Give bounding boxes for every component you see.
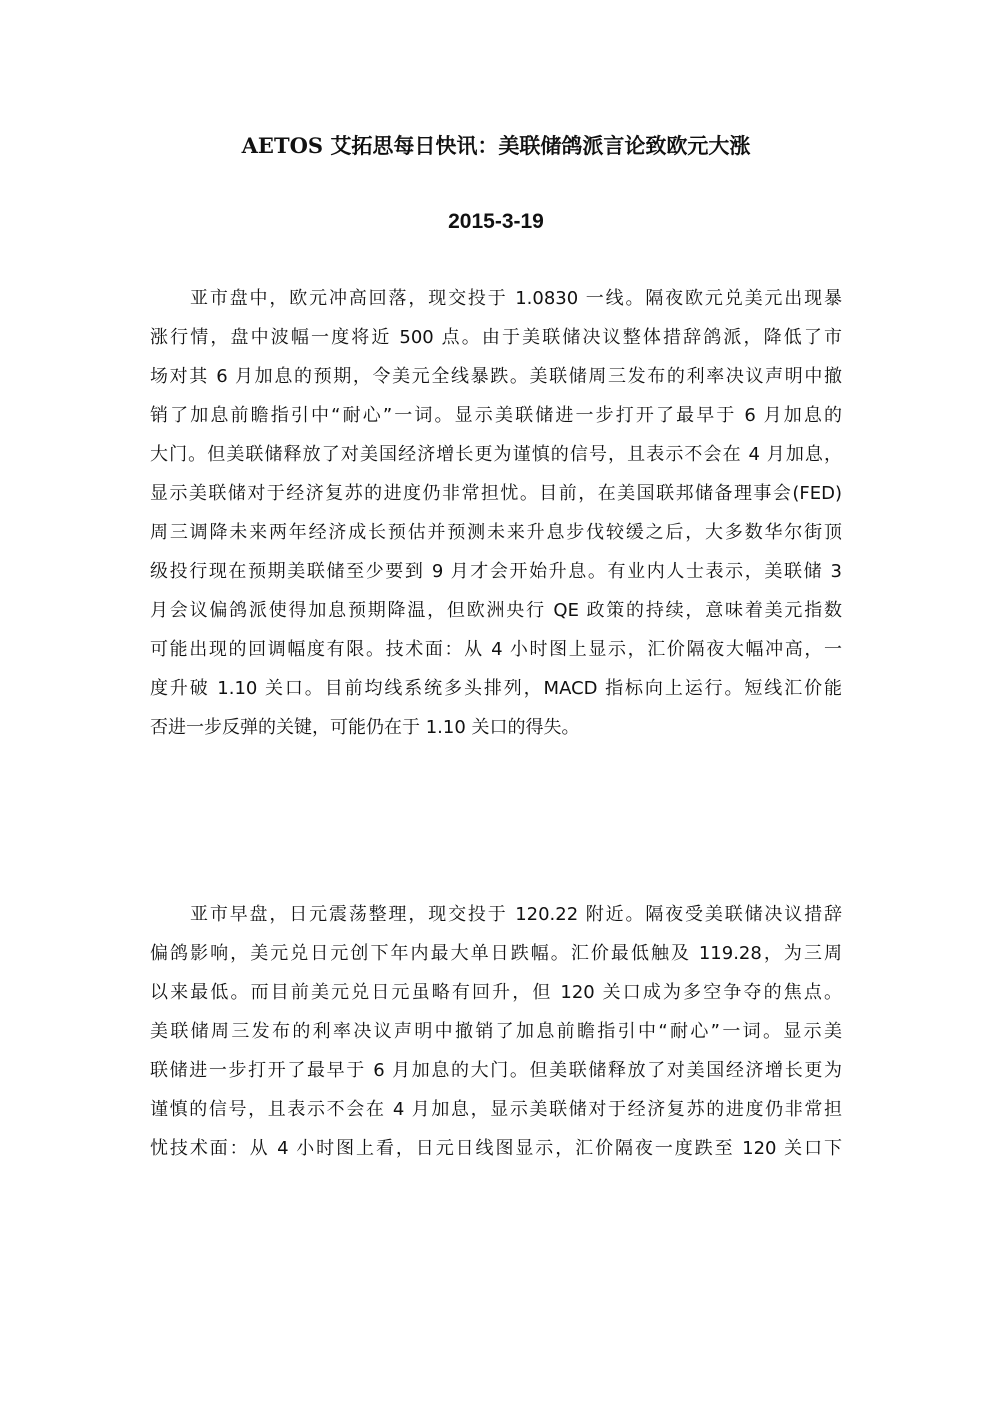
paragraph-usd-jpy	[150, 895, 842, 1168]
paragraph-line: 涨行情，盘中波幅一度将近 500 点。由于美联储决议整体措辞鸽派，降低了市	[150, 327, 842, 348]
paragraph-line: 销了加息前瞻指引中“耐心”一词。显示美联储进一步打开了最早于 6 月加息的	[150, 405, 842, 426]
paragraph-line: 美联储周三发布的利率决议声明中撤销了加息前瞻指引中“耐心”一词。显示美	[150, 1021, 842, 1042]
paragraph-line: 大门。但美联储释放了对美国经济增长更为谨慎的信号，且表示不会在 4 月加息，	[150, 444, 842, 465]
paragraph-line: 忧技术面：从 4 小时图上看，日元日线图显示，汇价隔夜一度跌至 120 关口下	[150, 1138, 842, 1159]
paragraph-line: 谨慎的信号，且表示不会在 4 月加息，显示美联储对于经济复苏的进度仍非常担	[150, 1099, 842, 1120]
paragraph-line: 周三调降未来两年经济成长预估并预测未来升息步伐较缓之后，大多数华尔街顶	[150, 522, 842, 543]
paragraph-line: 级投行现在预期美联储至少要到 9 月才会开始升息。有业内人士表示，美联储 3	[150, 561, 842, 582]
paragraph-line: 偏鸽影响，美元兑日元创下年内最大单日跌幅。汇价最低触及 119.28，为三周	[150, 943, 842, 964]
paragraph-line: 月会议偏鸽派使得加息预期降温，但欧洲央行 QE 政策的持续，意味着美元指数	[150, 600, 842, 621]
paragraph-line: 以来最低。而目前美元兑日元虽略有回升，但 120 关口成为多空争夺的焦点。	[150, 982, 842, 1003]
paragraph-line: 可能出现的回调幅度有限。技术面：从 4 小时图上显示，汇价隔夜大幅冲高，一	[150, 639, 842, 660]
document-title: AETOS 艾拓思每日快讯：美联储鸽派言论致欧元大涨	[241, 133, 751, 158]
paragraph-line: 亚市早盘，日元震荡整理，现交投于 120.22 附近。隔夜受美联储决议措辞	[190, 904, 842, 925]
paragraph-line: 显示美联储对于经济复苏的进度仍非常担忧。目前，在美国联邦储备理事会(FED)	[150, 483, 842, 504]
paragraph-line: 否进一步反弹的关键，可能仍在于 1.10 关口的得失。	[150, 717, 580, 738]
paragraph-line: 场对其 6 月加息的预期，令美元全线暴跌。美联储周三发布的利率决议声明中撤	[150, 366, 842, 387]
paragraph-line: 亚市盘中，欧元冲高回落，现交投于 1.0830 一线。隔夜欧元兑美元出现暴	[190, 288, 842, 309]
paragraph-line: 联储进一步打开了最早于 6 月加息的大门。但美联储释放了对美国经济增长更为	[150, 1060, 842, 1081]
document-date: 2015-3-19	[448, 210, 544, 233]
paragraph-eur-usd	[150, 279, 842, 747]
paragraph-line: 度升破 1.10 关口。目前均线系统多头排列，MACD 指标向上运行。短线汇价能	[150, 678, 842, 699]
